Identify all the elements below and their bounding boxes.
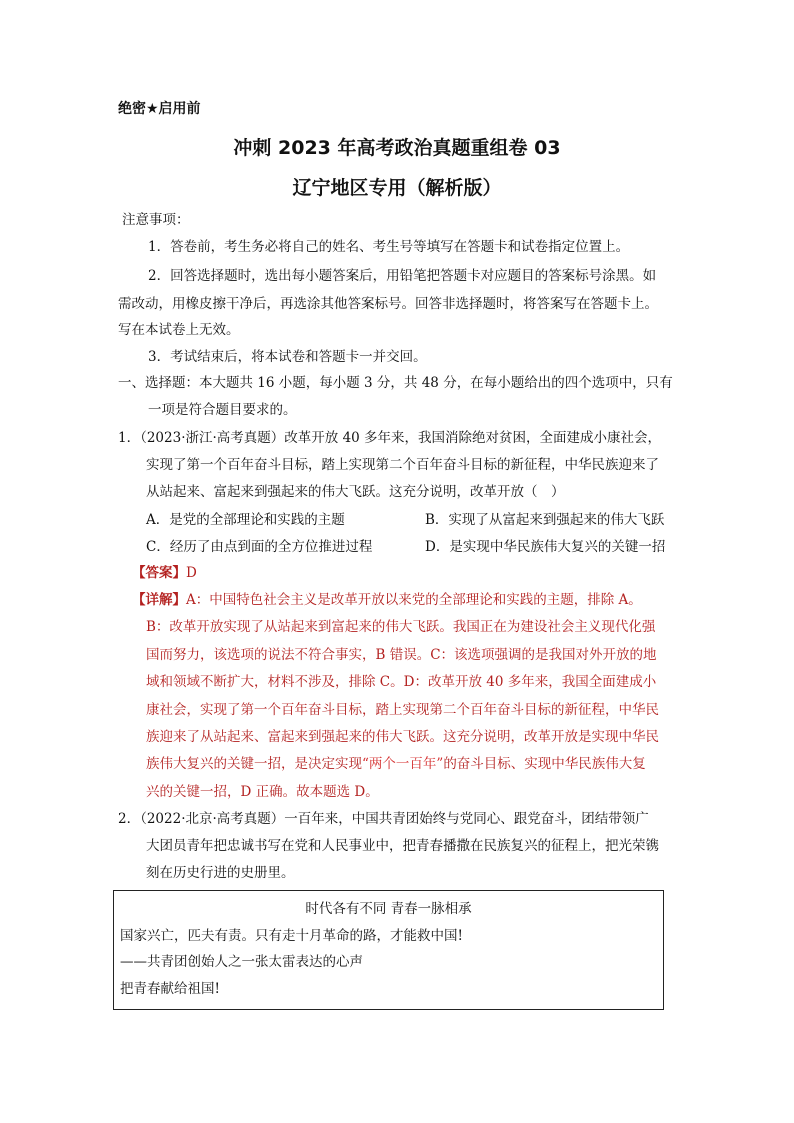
q1-detail-line-5: 康社会，实现了第一个百年奋斗目标，踏上实现第二个百年奋斗目标的新征程，中华民	[146, 702, 659, 718]
section-1-heading-line-2: 一项是符合题目要求的。	[148, 402, 297, 418]
q1-option-b: B．实现了从富起来到强起来的伟大飞跃	[425, 512, 665, 528]
material-box-line-1: 国家兴亡，匹夫有责。只有走十月革命的路，才能救中国!	[120, 928, 463, 944]
q1-option-d: D．是实现中华民族伟大复兴的关键一招	[425, 539, 666, 555]
q1-stem-line-2: 实现了第一个百年奋斗目标，踏上实现第二个百年奋斗目标的新征程，中华民族迎来了	[146, 457, 659, 473]
paper-title: 冲刺 2023 年高考政治真题重组卷 03	[233, 137, 561, 159]
q1-detail-text-7a: 族伟大复兴的关键一招，是决定实现	[146, 756, 362, 772]
material-box-line-2: ——共青团创始人之一张太雷表达的心声	[120, 954, 363, 970]
q1-detail-line-2: B：改革开放实现了从站起来到富起来的伟大飞跃。我国正在为建设社会主义现代化强	[146, 619, 656, 635]
q1-detail-line-8: 兴的关键一招，D 正确。故本题选 D。	[146, 784, 379, 800]
q1-detail-line-6: 族迎来了从站起来、富起来到强起来的伟大飞跃。这充分说明，改革开放是实现中华民	[146, 729, 659, 745]
q2-stem-line-1: 2．（2022·北京·高考真题）一百年来，中国共青团始终与党同心、跟党奋斗，团结带领广	[118, 811, 649, 827]
section-1-heading-line-1: 一、选择题：本大题共 16 小题，每小题 3 分，共 48 分，在每小题给出的四个选项中，只有	[118, 375, 673, 391]
q1-answer-label: 【答案】	[132, 565, 186, 581]
q1-detail-line-4: 域和领域不断扩大，材料不涉及，排除 C。D：改革开放 40 多年来，我国全面建成小	[146, 674, 657, 690]
q1-stem-line-3: 从站起来、富起来到强起来的伟大飞跃。这充分说明，改革开放（ ）	[146, 484, 565, 500]
q1-option-a: A．是党的全部理论和实践的主题	[146, 512, 345, 528]
notes-item-2-line-2: 需改动，用橡皮擦干净后，再选涂其他答案标号。回答非选择题时，将答案写在答题卡上。	[118, 296, 658, 312]
material-box	[113, 890, 664, 1010]
q1-option-c: C．经历了由点到面的全方位推进过程	[146, 539, 373, 555]
q1-detail-text-1: A：中国特色社会主义是改革开放以来党的全部理论和实践的主题，排除 A。	[186, 592, 642, 608]
q1-answer	[132, 567, 197, 581]
q1-detail-line-3: 国而努力，该选项的说法不符合事实，B 错误。C：该选项强调的是我国对外开放的地	[146, 647, 657, 663]
q1-detail-line-7	[146, 758, 646, 772]
paper-subtitle: 辽宁地区专用（解析版）	[292, 177, 502, 199]
material-box-line-3: 把青春献给祖国!	[120, 981, 220, 997]
notes-item-1: 1．答卷前，考生务必将自己的姓名、考生号等填写在答题卡和试卷指定位置上。	[148, 239, 630, 255]
q1-stem-line-1: 1．（2023·浙江·高考真题）改革开放 40 多年来，我国消除绝对贫困，全面建成小康社会，	[118, 430, 662, 446]
q1-detail-quote: “两个一百年”	[362, 756, 444, 772]
notes-heading: 注意事项：	[122, 212, 190, 228]
q2-stem-line-3: 刻在历史行进的史册里。	[146, 865, 295, 881]
notes-item-2-line-1: 2．回答选择题时，选出每小题答案后，用铅笔把答题卡对应题目的答案标号涂黑。如	[148, 268, 657, 284]
q1-detail-line-1	[132, 594, 642, 608]
notes-item-3: 3．考试结束后，将本试卷和答题卡一并交回。	[148, 349, 427, 365]
q1-answer-value: D	[186, 565, 197, 581]
q1-detail-label: 【详解】	[132, 592, 186, 608]
material-box-title: 时代各有不同 青春一脉相承	[305, 901, 472, 917]
confidential-mark: 绝密★启用前	[118, 101, 201, 117]
notes-item-2-line-3: 写在本试卷上无效。	[118, 322, 240, 338]
q1-detail-text-7b: 的奋斗目标、实现中华民族伟大复	[443, 756, 646, 772]
q2-stem-line-2: 大团员青年把忠诚书写在党和人民事业中，把青春播撒在民族复兴的征程上，把光荣镌	[146, 838, 659, 854]
